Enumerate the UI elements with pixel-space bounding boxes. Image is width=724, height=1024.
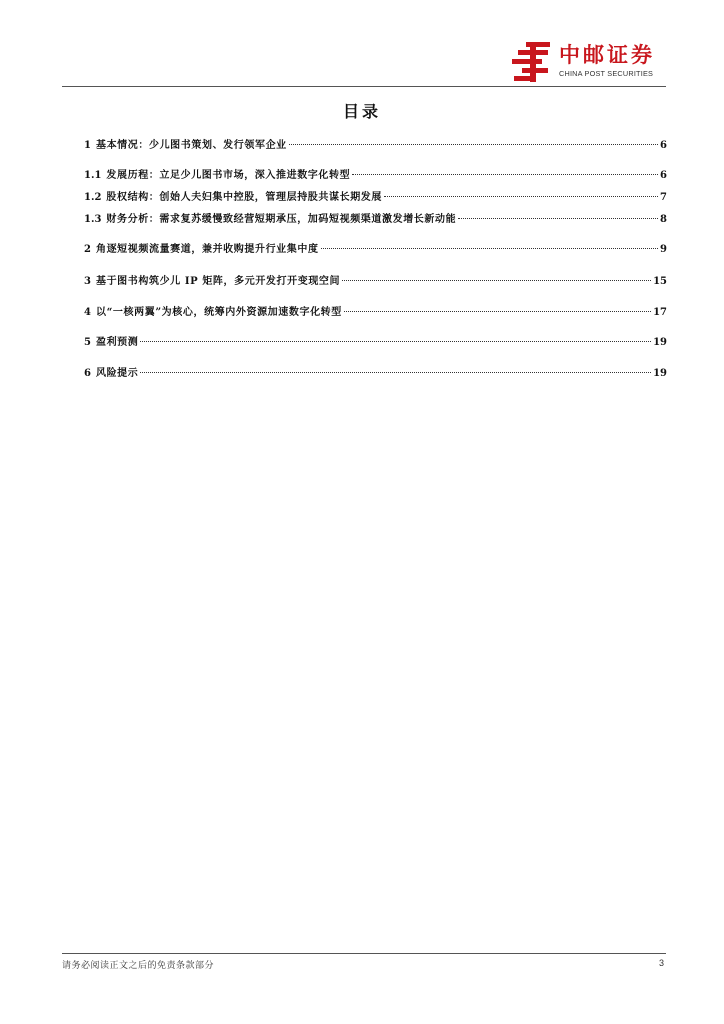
toc-entry-title: 以“一核两翼”为核心，统筹内外资源加速数字化转型 xyxy=(95,307,342,318)
toc-entry-page: 19 xyxy=(653,368,667,379)
china-post-logo-icon xyxy=(512,42,554,82)
toc-entry-page: 17 xyxy=(653,307,667,318)
toc-dot-leader xyxy=(289,144,658,145)
toc-entry-number: 6 xyxy=(84,368,91,379)
toc-dot-leader xyxy=(384,196,658,197)
toc-entry-title: 基本情况：少儿图书策划、发行领军企业 xyxy=(95,140,287,151)
toc-entry-1-1[interactable] xyxy=(84,169,667,183)
toc-entry-number: 5 xyxy=(84,337,91,348)
toc-entry-5[interactable] xyxy=(84,336,667,350)
toc-entry-page: 19 xyxy=(653,337,667,348)
toc-entry-number: 4 xyxy=(84,307,91,318)
toc-entry-page: 9 xyxy=(660,244,667,255)
footer-disclaimer: 请务必阅读正文之后的免责条款部分 xyxy=(62,961,215,971)
toc-entry-page: 15 xyxy=(653,276,667,287)
toc-entry-number: 1.3 xyxy=(84,214,102,225)
toc-entry-6[interactable] xyxy=(84,367,667,381)
toc-entry-3[interactable] xyxy=(84,275,667,289)
toc-dot-leader xyxy=(342,280,651,281)
toc-entry-1[interactable] xyxy=(84,139,667,153)
toc-entry-number: 1 xyxy=(84,140,91,151)
toc-dot-leader xyxy=(344,311,651,312)
toc-entry-title: 盈利预测 xyxy=(95,337,139,348)
page-title: 目录 xyxy=(342,102,381,121)
toc-entry-title: 财务分析：需求复苏缓慢致经营短期承压，加码短视频渠道激发增长新动能 xyxy=(106,214,457,225)
toc-entry-2[interactable] xyxy=(84,243,667,257)
company-logo xyxy=(512,42,672,82)
toc-entry-page: 8 xyxy=(660,214,667,225)
toc-entry-number: 1.1 xyxy=(84,170,102,181)
footer-divider xyxy=(62,953,666,954)
toc-entry-page: 7 xyxy=(660,192,667,203)
toc-entry-title: 股权结构：创始人夫妇集中控股，管理层持股共谋长期发展 xyxy=(106,192,383,203)
toc-entry-1-3[interactable] xyxy=(84,213,667,227)
toc-dot-leader xyxy=(140,372,651,373)
toc-entry-number: 1.2 xyxy=(84,192,102,203)
toc-dot-leader xyxy=(321,248,658,249)
toc-entry-1-2[interactable] xyxy=(84,191,667,205)
logo-text-chinese: 中邮证券 xyxy=(559,43,655,67)
toc-dot-leader xyxy=(458,218,658,219)
toc-dot-leader xyxy=(140,341,651,342)
toc-entry-page: 6 xyxy=(660,170,667,181)
footer-page-number: 3 xyxy=(658,958,664,968)
toc-entry-title: 基于图书构筑少儿 IP 矩阵，多元开发打开变现空间 xyxy=(95,276,341,287)
toc-entry-page: 6 xyxy=(660,140,667,151)
toc-entry-title: 发展历程：立足少儿图书市场，深入推进数字化转型 xyxy=(106,170,351,181)
toc-entry-title: 角逐短视频流量赛道，兼并收购提升行业集中度 xyxy=(95,244,319,255)
logo-text-english: CHINA POST SECURITIES xyxy=(559,69,654,78)
toc-entry-title: 风险提示 xyxy=(95,368,139,379)
toc-entry-4[interactable] xyxy=(84,306,667,320)
header-divider xyxy=(62,86,666,87)
toc-dot-leader xyxy=(352,174,658,175)
toc-entry-number: 3 xyxy=(84,276,91,287)
toc-entry-number: 2 xyxy=(84,244,91,255)
